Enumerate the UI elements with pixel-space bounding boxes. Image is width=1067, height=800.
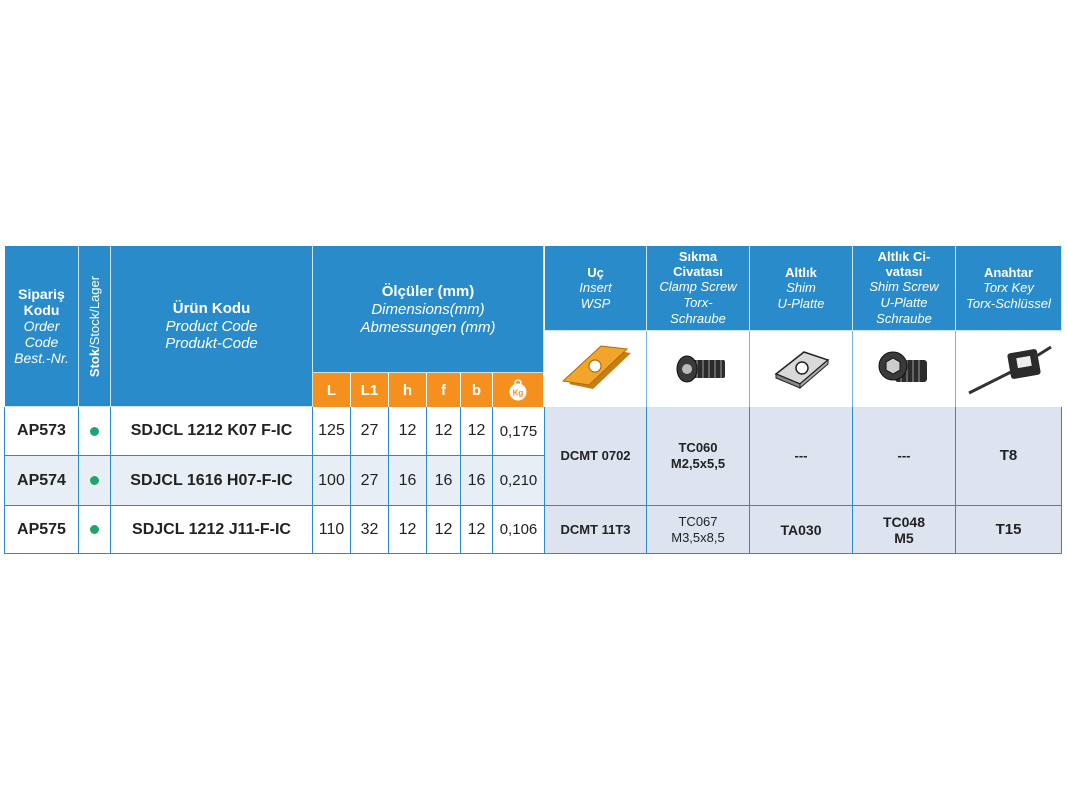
parts1-shim: ---: [750, 407, 853, 506]
shim-tr: Altlık: [785, 264, 817, 280]
row1-b: 12: [461, 407, 493, 456]
row1-kg: 0,175: [493, 407, 545, 456]
parts1-clamp-screw: [647, 407, 750, 506]
torx-key-image: [956, 331, 1062, 407]
parts1-shim-screw-code: ---: [897, 448, 911, 463]
row1-f: 12: [427, 407, 461, 456]
row2-stock: [79, 456, 111, 506]
header-order-code: [5, 246, 79, 407]
order-code-en: Order Code: [23, 318, 60, 350]
insert-de: WSP: [580, 295, 611, 311]
dim-col-b: b: [461, 373, 493, 407]
product-code-en: Product Code: [165, 317, 258, 335]
row1-L1: 27: [351, 407, 389, 456]
row3-f: 12: [427, 506, 461, 554]
row3-product: SDJCL 1212 J11-F-IC: [111, 506, 313, 554]
parts1-clamp-screw-size: M2,5x5,5: [670, 456, 726, 471]
shim-screw-tr: Altlık Ci-vatası: [877, 249, 931, 279]
header-product-code: [111, 246, 313, 407]
parts2-clamp-screw-size: M3,5x8,5: [671, 529, 725, 545]
row2-product: SDJCL 1616 H07-F-IC: [111, 456, 313, 506]
dim-col-h: h: [389, 373, 427, 407]
torx-screw-icon: [663, 344, 733, 394]
row3-h: 12: [389, 506, 427, 554]
parts2-shim-screw-size: M5: [894, 529, 914, 546]
shim-screw-en: Shim Screw: [869, 279, 939, 294]
header-shim-screw: [853, 246, 956, 331]
stock-dot-icon: [90, 476, 99, 485]
row2-L1: 27: [351, 456, 389, 506]
shim-screw-image: [853, 331, 956, 407]
insert-en: Insert: [579, 279, 612, 295]
parts2-shim-screw-code: TC048: [882, 513, 926, 530]
parts2-insert: DCMT 11T3: [545, 506, 647, 554]
row2-order: AP574: [5, 456, 79, 506]
row1-order: AP573: [5, 407, 79, 456]
key-de: Torx-Schlüssel: [966, 295, 1051, 311]
row3-kg: 0,106: [493, 506, 545, 554]
row2-kg: 0,210: [493, 456, 545, 506]
key-en: Torx Key: [983, 279, 1034, 295]
insert-tr: Uç: [587, 264, 604, 280]
stock-dot-icon: [90, 427, 99, 436]
order-code-tr: Sipariş Kodu: [18, 286, 65, 318]
dimensions-de: Abmessungen (mm): [360, 318, 496, 336]
parts2-clamp-screw: [647, 506, 750, 554]
key-tr: Anahtar: [983, 264, 1034, 280]
parts2-key: T15: [956, 506, 1062, 554]
parts1-clamp-screw-code: TC060: [678, 440, 718, 455]
row1-product: SDJCL 1212 K07 F-IC: [111, 407, 313, 456]
shim-image: [750, 331, 853, 407]
row2-b: 16: [461, 456, 493, 506]
row2-f: 16: [427, 456, 461, 506]
header-shim: [750, 246, 853, 331]
header-stock: [79, 246, 111, 407]
insert-image: [545, 331, 647, 407]
row3-b: 12: [461, 506, 493, 554]
row3-L1: 32: [351, 506, 389, 554]
dimensions-tr: Ölçüler (mm): [381, 282, 475, 300]
parts2-shim: TA030: [750, 506, 853, 554]
clamp-screw-de: Torx-Schraube: [670, 295, 726, 326]
clamp-screw-en: Clamp Screw: [659, 279, 737, 294]
order-code-de: Best.-Nr.: [14, 350, 69, 366]
shim-screw-icon: [869, 342, 939, 396]
row1-stock: [79, 407, 111, 456]
parts2-clamp-screw-code: TC067: [678, 513, 718, 529]
dim-col-L: L: [313, 373, 351, 407]
shim-de: U-Platte: [777, 295, 825, 311]
svg-text:Kg: Kg: [512, 388, 524, 398]
row1-h: 12: [389, 407, 427, 456]
parts1-insert: DCMT 0702: [545, 407, 647, 506]
parts1-shim-screw: [853, 407, 956, 506]
row3-order: AP575: [5, 506, 79, 554]
parts2-shim-screw: [853, 506, 956, 554]
header-clamp-screw: [647, 246, 750, 331]
stock-label: Stok/Stock/Lager: [87, 275, 103, 377]
product-code-de: Produkt-Code: [165, 334, 258, 352]
header-key: [956, 246, 1062, 331]
row3-L: 110: [313, 506, 351, 554]
dim-col-L1: L1: [351, 373, 389, 407]
header-insert: [545, 246, 647, 331]
kg-weight-icon: [508, 379, 528, 401]
product-code-tr: Ürün Kodu: [172, 299, 251, 317]
row1-L: 125: [313, 407, 351, 456]
shim-screw-de: U-Platte Schraube: [876, 295, 932, 326]
row2-h: 16: [389, 456, 427, 506]
row2-L: 100: [313, 456, 351, 506]
torx-key-icon: [961, 337, 1057, 401]
dim-col-weight: [493, 373, 544, 407]
parts1-key: T8: [956, 407, 1062, 506]
row3-stock: [79, 506, 111, 554]
stock-dot-icon: [90, 525, 99, 534]
table-left-border: [4, 407, 5, 554]
shim-en: Shim: [786, 279, 816, 295]
clamp-screw-image: [647, 331, 750, 407]
dim-col-f: f: [427, 373, 461, 407]
dimensions-en: Dimensions(mm): [371, 300, 485, 318]
header-dimensions: [313, 246, 544, 373]
clamp-screw-tr: Sıkma Civatası: [673, 249, 723, 279]
diamond-insert-icon: [551, 339, 641, 399]
shim-plate-icon: [766, 344, 836, 394]
